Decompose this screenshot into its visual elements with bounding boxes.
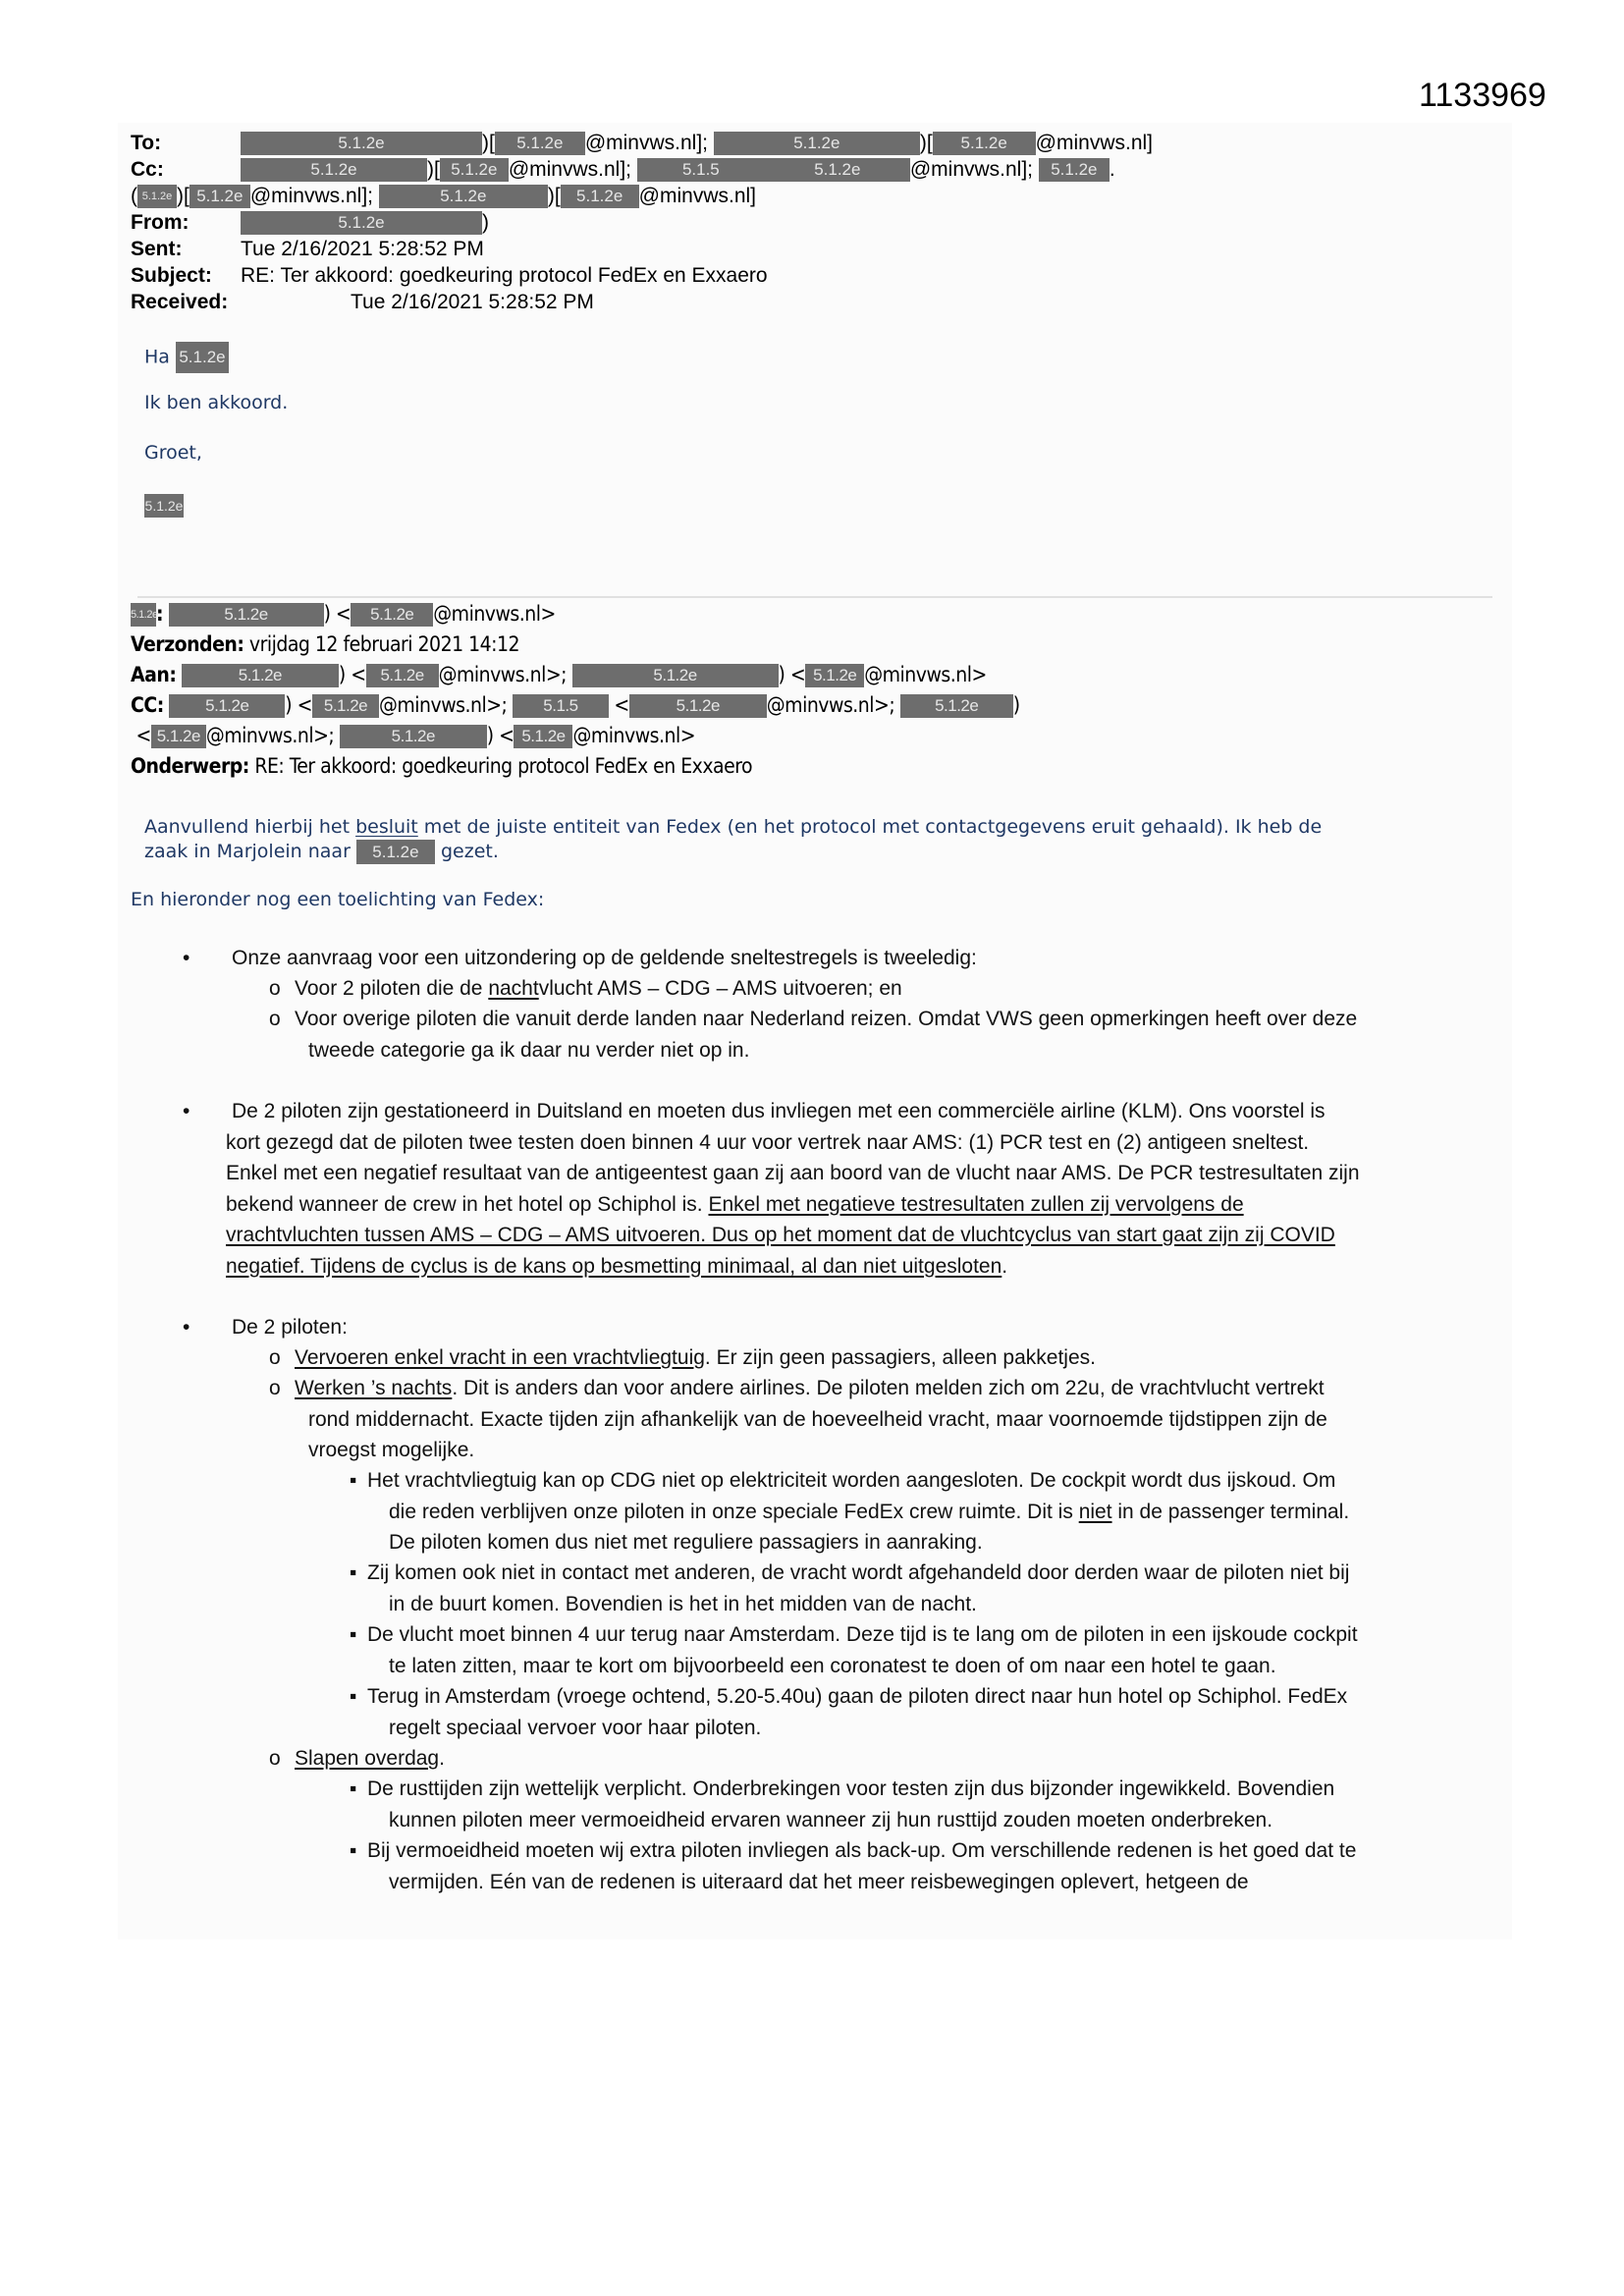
redaction: 5.1.2e <box>137 185 177 208</box>
list-item-3-3-1: De rusttijden zijn wettelijk verplicht. Onderbrekingen voor testen zijn dus bijzonder ingewikkeld. Bovendien kunnen piloten meer vermoeidheid ervaren wanneer zij hun rusttijd zouden moeten onderbreken. <box>367 1777 1335 1831</box>
bullet-icon: • <box>183 1100 190 1122</box>
square-bullet-icon: ▪ <box>350 1623 357 1646</box>
quoted-from-row: 5.1.2e: 5.1.2e ) < 5.1.2e @minvws.nl> <box>131 602 556 626</box>
redaction: 5.1.2e <box>169 694 285 718</box>
to-label: To: <box>131 132 162 154</box>
header-sent-row <box>131 236 484 262</box>
redaction: 5.1.2e <box>151 725 206 748</box>
list-item-1: Onze aanvraag voor een uitzondering op de geldende sneltestregels is tweeledig: <box>232 947 977 969</box>
cc-label: Cc: <box>131 158 164 181</box>
received-label: Received: <box>131 291 229 313</box>
list-item-1-2: Voor overige piloten die vanuit derde landen naar Nederland reizen. Omdat VWS geen opmerkingen heeft over deze tweede categorie ga ik daar nu verder niet op in. <box>295 1008 1358 1062</box>
list-item-3-2-2: Zij komen ook niet in contact met anderen, de vracht wordt afgehandeld door derden waar de piloten niet bij in de buurt komen. Bovendien is het in het midden van de nacht. <box>367 1561 1350 1615</box>
header-from-row: From: 5.1.2e ) <box>131 211 489 234</box>
reply-greeting: Ha 5.1.2e <box>144 342 229 373</box>
redaction: 5.1.5 <box>637 158 765 182</box>
circle-bullet-icon: o <box>269 1747 281 1770</box>
redaction: 5.1.2e <box>366 664 439 687</box>
list-item-3-2: Werken ’s nachts. Dit is anders dan voor andere airlines. De piloten melden zich om 22u, de vrachtvlucht vertrekt rond middernacht. Exacte tijden zijn afhankelijk van de hoeveelheid vracht, maar voornoemde tijdstippen zijn de vroegst mogelijke. <box>295 1377 1327 1461</box>
redaction: 5.1.2e <box>169 603 324 627</box>
circle-bullet-icon: o <box>269 1346 281 1369</box>
redaction: 5.1.2e <box>714 132 920 155</box>
square-bullet-icon: ▪ <box>350 1777 357 1800</box>
email-domain: @minvws.nl]; <box>909 158 1034 181</box>
subject-label: Subject: <box>131 264 212 287</box>
quoted-subject-row: Onderwerp: RE: Ter akkoord: goedkeuring protocol FedEx en Exxaero <box>131 754 753 778</box>
redaction: 5.1.2e <box>495 132 585 155</box>
redaction: 5.1.2e <box>561 185 639 208</box>
list-item-1-1: Voor 2 piloten die de nachtvlucht AMS – CDG – AMS uitvoeren; en <box>295 977 902 1000</box>
list-item-3-2-3: De vlucht moet binnen 4 uur terug naar Amsterdam. Deze tijd is te lang om de piloten in een ijskoude cockpit te laten zitten, maar te kort om bijvoorbeeld een coronatest te doen of om naar een hotel te gaan. <box>367 1623 1358 1677</box>
sent-label: Sent: <box>131 238 183 260</box>
quoted-to-row: Aan: 5.1.2e ) < 5.1.2e @minvws.nl>; 5.1.2e ) < 5.1.2e @minvws.nl> <box>131 663 987 686</box>
list-item-3-1: Vervoeren enkel vracht in een vrachtvliegtuig. Er zijn geen passagiers, alleen pakketjes. <box>295 1346 1096 1369</box>
redaction: 5.1.2e <box>241 211 482 235</box>
email-domain: @minvws.nl] <box>1035 132 1154 154</box>
quoted-sent-row: Verzonden: vrijdag 12 februari 2021 14:12 <box>131 632 520 656</box>
redaction: 5.1.2e <box>379 185 548 208</box>
list-item-2: De 2 piloten zijn gestationeerd in Duitsland en moeten dus invliegen met een commerciële airline (KLM). Ons voorstel is kort gezegd dat de piloten twee testen doen binnen 4 uur voor vertrek naar AMS: (1) PCR test en (2) antigeen sneltest. Enkel met een negatief resultaat van de antigeentest gaan zij aan boord van de vlucht naar AMS. De PCR testresultaten zijn bekend wanneer de crew in het hotel op Schiphol is. Enkel met negatieve testresultaten zullen zij vervolgens de vrachtvluchten tussen AMS – CDG – AMS uitvoeren. Dus op het moment dat de vluchtcyclus van start gaat zijn zij COVID negatief. Tijdens de cyclus is de kans op besmetting minimaal, al dan niet uitgesloten. <box>226 1100 1360 1278</box>
received-value: Tue 2/16/2021 5:28:52 PM <box>351 291 594 313</box>
list-item-3-2-1: Het vrachtvliegtuig kan op CDG niet op elektriciteit worden aangesloten. De cockpit wordt dus ijskoud. Om die reden verblijven onze piloten in onze speciale FedEx crew ruimte. Dit is niet in de passenger terminal. De piloten komen dus niet met reguliere passagiers in aanraking. <box>367 1469 1350 1554</box>
circle-bullet-icon: o <box>269 1377 281 1399</box>
quoted-cc-row-cont: < 5.1.2e @minvws.nl>; 5.1.2e ) < 5.1.2e @minvws.nl> <box>131 724 696 747</box>
list-item-3-3: Slapen overdag. <box>295 1747 445 1770</box>
header-to-row: To: 5.1.2e )[ 5.1.2e @minvws.nl]; 5.1.2e )[ 5.1.2e @minvws.nl] <box>131 132 1154 154</box>
redaction: 5.1.2e <box>176 342 229 373</box>
email-domain: @minvws.nl]; <box>249 185 373 207</box>
header-cc-row: Cc: 5.1.2e )[ 5.1.2e @minvws.nl]; 5.1.5 5.1.2e @minvws.nl]; 5.1.2e . <box>131 158 1115 181</box>
redaction: 5.1.2e <box>189 185 250 208</box>
redaction: 5.1.2e <box>241 132 482 155</box>
redaction: 5.1.2e <box>1039 158 1110 182</box>
redaction: 5.1.2e <box>131 603 156 627</box>
redaction: 5.1.2e <box>182 664 339 687</box>
circle-bullet-icon: o <box>269 977 281 1000</box>
list-item-3-3-2: Bij vermoeidheid moeten wij extra piloten invliegen als back-up. Om verschillende redenen is het goed dat te vermijden. Eén van de redenen is uiteraard dat het meer reisbewegingen oplevert, hetgeen de <box>367 1839 1357 1893</box>
redaction: 5.1.2e <box>933 132 1036 155</box>
header-received-row <box>131 289 594 315</box>
reply-approval: Ik ben akkoord. <box>144 392 289 413</box>
subject-value: RE: Ter akkoord: goedkeuring protocol FedEx en Exxaero <box>241 264 768 287</box>
redaction: 5.1.2e <box>572 664 779 687</box>
redaction: 5.1.2e <box>340 725 487 748</box>
square-bullet-icon: ▪ <box>350 1839 357 1862</box>
from-label: From: <box>131 211 189 234</box>
bullet-icon: • <box>183 1316 190 1339</box>
email-domain: @minvws.nl]; <box>584 132 708 154</box>
square-bullet-icon: ▪ <box>350 1685 357 1708</box>
header-cc-row-cont: ( 5.1.2e )[ 5.1.2e @minvws.nl]; 5.1.2e )[ 5.1.2e @minvws.nl] <box>131 185 757 207</box>
circle-bullet-icon: o <box>269 1008 281 1030</box>
redaction: 5.1.2e <box>765 158 910 182</box>
list-item-3-2-4: Terug in Amsterdam (vroege ochtend, 5.20-5.40u) gaan de piloten direct naar hun hotel op Schiphol. FedEx regelt speciaal vervoer voor haar piloten. <box>367 1685 1348 1739</box>
redaction: 5.1.2e <box>440 158 509 182</box>
sent-value: Tue 2/16/2021 5:28:52 PM <box>241 238 484 260</box>
redaction: 5.1.2e <box>514 725 572 748</box>
message-separator <box>137 596 1492 598</box>
email-domain: @minvws.nl] <box>638 185 757 207</box>
square-bullet-icon: ▪ <box>350 1561 357 1584</box>
email-domain: @minvws.nl]; <box>508 158 631 181</box>
besluit-link: besluit <box>355 816 418 838</box>
document-number: 1133969 <box>1419 77 1546 114</box>
reply-signature: 5.1.2e <box>144 494 184 518</box>
redaction: 5.1.2e <box>241 158 427 182</box>
bullet-icon: • <box>183 947 190 969</box>
redaction: 5.1.2e <box>629 694 767 718</box>
redaction: 5.1.2e <box>805 664 864 687</box>
quoted-paragraph-1: Aanvullend hierbij het besluit met de juiste entiteit van Fedex (en het protocol met contactgegevens eruit gehaald). Ik heb de zaak in Marjolein naar 5.1.2e gezet. <box>144 816 1323 862</box>
header-subject-row <box>131 262 768 289</box>
list-item-3: De 2 piloten: <box>232 1316 348 1339</box>
redaction: 5.1.2e <box>351 603 433 627</box>
square-bullet-icon: ▪ <box>350 1469 357 1492</box>
reply-closing: Groet, <box>144 442 202 464</box>
quoted-paragraph-2: En hieronder nog een toelichting van Fedex: <box>131 889 545 910</box>
redaction: 5.1.2e <box>312 694 379 718</box>
redaction: 5.1.2e <box>356 840 435 864</box>
redaction: 5.1.5 <box>513 694 609 718</box>
redaction: 5.1.2e <box>900 694 1013 718</box>
quoted-cc-row: CC: 5.1.2e ) < 5.1.2e @minvws.nl>; 5.1.5 < 5.1.2e @minvws.nl>; 5.1.2e ) <box>131 693 1020 717</box>
